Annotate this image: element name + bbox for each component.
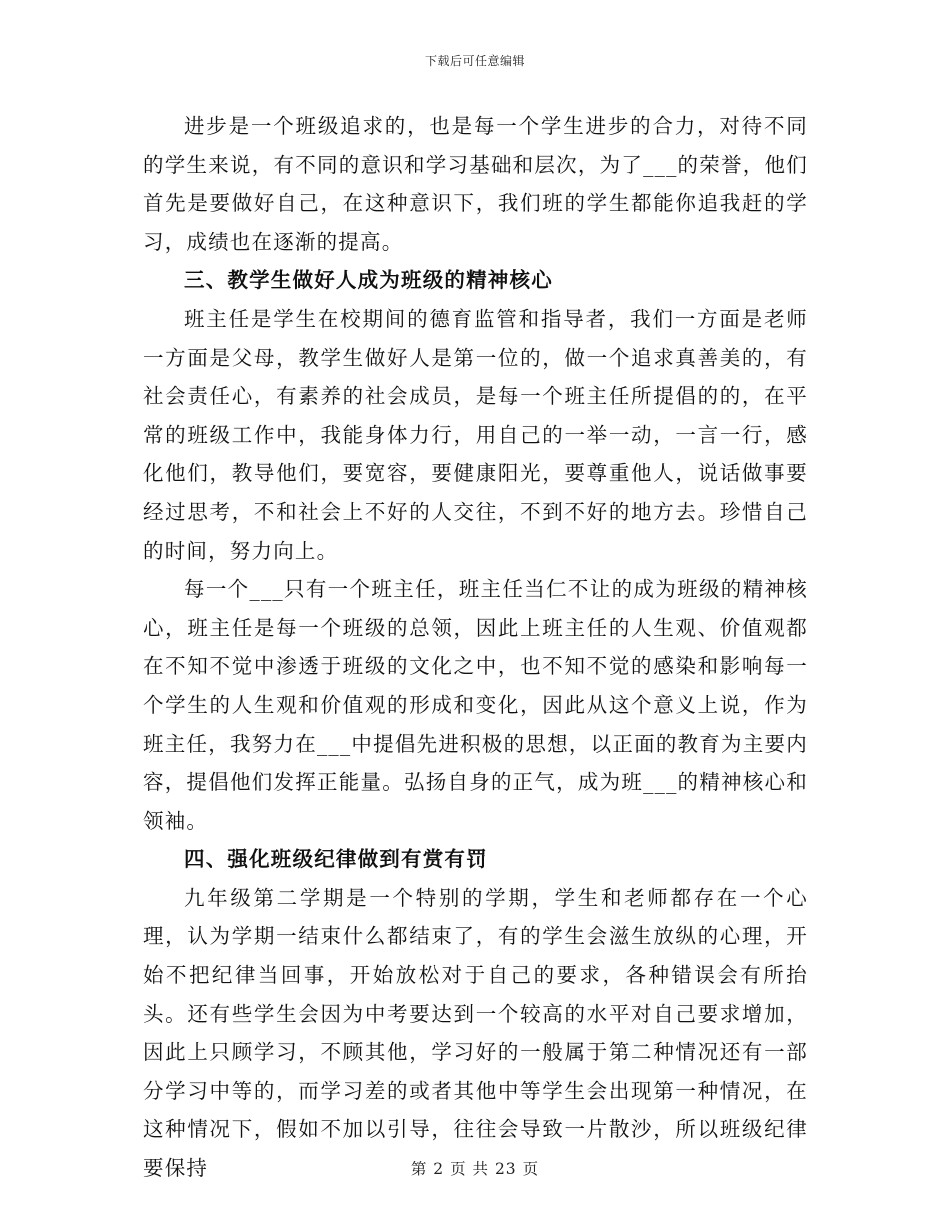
section-heading-3: 三、教学生做好人成为班级的精神核心 xyxy=(184,268,553,293)
page-number: 第 2 页 共 23 页 xyxy=(410,1160,540,1178)
paragraph-discipline: 九年级第二学期是一个特别的学期，学生和老师都存在一个心理，认为学期一结束什么都结束了，有的学生会滋生放纵的心理，开始不把纪律当回事，开始放松对于自己的要求，各种错误会有所抬头。还有些学生会因为中考要达到一个较高的水平对自己要求增加，因此上只顾学习，不顾其他，学习好的一般属于第二种情况还有一部分学习中等的，而学习差的或者其他中等学生会出现第一种情况，在这种情况下，假如不加以引导，往往会导致一片散沙，所以班级纪律要保持 xyxy=(143,885,808,1181)
page-header: 下载后可任意编辑 xyxy=(424,54,525,68)
section-heading-4: 四、强化班级纪律做到有赏有罚 xyxy=(184,847,488,872)
paragraph-spiritual-core: 每一个___只有一个班主任，班主任当仁不让的成为班级的精神核心，班主任是每一个班级的总领，因此上班主任的人生观、价值观都在不知不觉中渗透于班级的文化之中，也不知不觉的感染和影响每一个学生的人生观和价值观的形成和变化，因此从这个意义上说，作为班主任，我努力在___中提倡先进积极的思想，以正面的教育为主要内容，提倡他们发挥正能量。弘扬自身的正气，成为班___的精神核心和领袖。 xyxy=(143,577,808,833)
document-body xyxy=(143,107,808,1188)
paragraph-teacher-role: 班主任是学生在校期间的德育监管和指导者，我们一方面是老师一方面是父母，教学生做好人是第一位的，做一个追求真善美的，有社会责任心，有素养的社会成员，是每一个班主任所提倡的的，在平常的班级工作中，我能身体力行，用自己的一举一动，一言一行，感化他们，教导他们，要宽容，要健康阳光，要尊重他人，说话做事要经过思考，不和社会上不好的人交往，不到不好的地方去。珍惜自己的时间，努力向上。 xyxy=(143,306,808,563)
paragraph-progress: 进步是一个班级追求的，也是每一个学生进步的合力，对待不同的学生来说，有不同的意识和学习基础和层次，为了___的荣誉，他们首先是要做好自己，在这种意识下，我们班的学生都能你追我赶的学习，成绩也在逐渐的提高。 xyxy=(143,114,808,254)
